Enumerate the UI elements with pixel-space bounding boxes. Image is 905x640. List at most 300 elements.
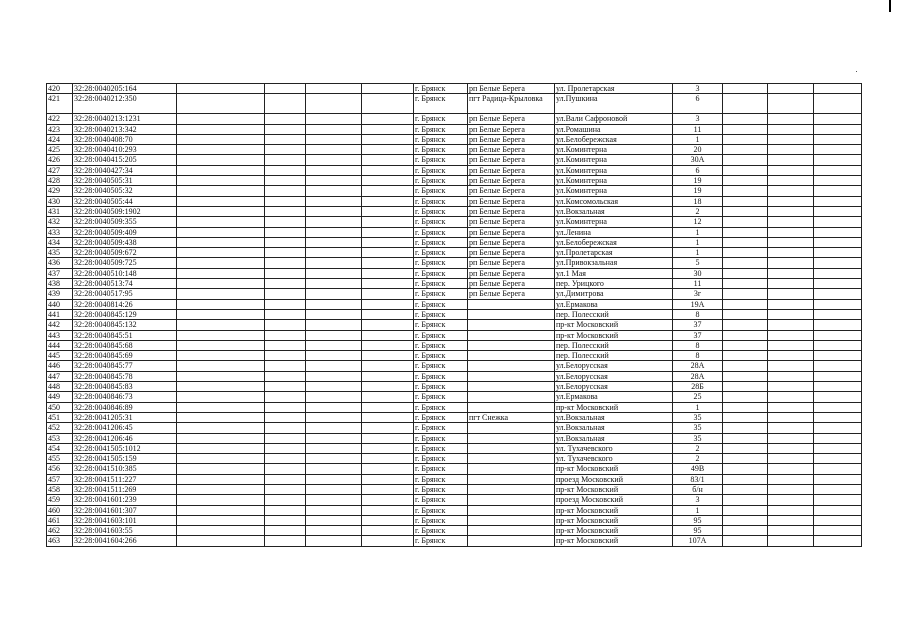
empty-cell: [177, 495, 265, 505]
empty-cell: [723, 309, 768, 319]
empty-cell: [362, 114, 414, 124]
empty-cell: [306, 289, 362, 299]
street-cell: ул.Коминтерна: [555, 145, 673, 155]
empty-cell: [306, 299, 362, 309]
table-row: [47, 340, 862, 350]
empty-cell: [306, 454, 362, 464]
empty-cell: [306, 165, 362, 175]
empty-cell: [723, 505, 768, 515]
empty-cell: [768, 330, 814, 340]
table-body: [47, 84, 862, 547]
empty-cell: [177, 382, 265, 392]
street-cell: ул.Привокзальная: [555, 258, 673, 268]
table-row: [47, 392, 862, 402]
empty-cell: [768, 94, 814, 114]
table-row: [47, 279, 862, 289]
empty-cell: [177, 371, 265, 381]
house-number-cell: 19А: [673, 299, 723, 309]
street-cell: пр-кт Московский: [555, 515, 673, 525]
empty-cell: [306, 258, 362, 268]
empty-cell: [177, 186, 265, 196]
house-number-cell: 37: [673, 320, 723, 330]
row-number-cell: 445: [47, 351, 73, 361]
house-number-cell: 37: [673, 330, 723, 340]
empty-cell: [768, 165, 814, 175]
table-row: [47, 237, 862, 247]
district-cell: рп Белые Берега: [468, 114, 555, 124]
empty-cell: [265, 258, 306, 268]
house-number-cell: 19: [673, 186, 723, 196]
empty-cell: [723, 412, 768, 422]
empty-cell: [362, 206, 414, 216]
city-cell: г. Брянск: [414, 258, 468, 268]
empty-cell: [265, 299, 306, 309]
district-cell: [468, 536, 555, 546]
street-cell: пр-кт Московский: [555, 402, 673, 412]
house-number-cell: 3: [673, 84, 723, 94]
city-cell: г. Брянск: [414, 536, 468, 546]
empty-cell: [814, 433, 862, 443]
house-number-cell: 2: [673, 206, 723, 216]
empty-cell: [723, 515, 768, 525]
city-cell: г. Брянск: [414, 320, 468, 330]
empty-cell: [723, 227, 768, 237]
empty-cell: [265, 320, 306, 330]
empty-cell: [362, 176, 414, 186]
empty-cell: [177, 320, 265, 330]
empty-cell: [265, 124, 306, 134]
empty-cell: [265, 340, 306, 350]
empty-cell: [723, 279, 768, 289]
empty-cell: [362, 227, 414, 237]
city-cell: г. Брянск: [414, 134, 468, 144]
empty-cell: [265, 474, 306, 484]
empty-cell: [723, 289, 768, 299]
cadastral-number-cell: 32:28:0040509:438: [73, 237, 177, 247]
empty-cell: [265, 392, 306, 402]
empty-cell: [362, 299, 414, 309]
house-number-cell: 8: [673, 309, 723, 319]
empty-cell: [265, 505, 306, 515]
house-number-cell: 12: [673, 217, 723, 227]
empty-cell: [362, 423, 414, 433]
empty-cell: [814, 412, 862, 422]
empty-cell: [768, 309, 814, 319]
house-number-cell: 28Б: [673, 382, 723, 392]
table-row: [47, 268, 862, 278]
cadastral-number-cell: 32:28:0040845:77: [73, 361, 177, 371]
table-row: [47, 114, 862, 124]
district-cell: [468, 484, 555, 494]
street-cell: проезд Московский: [555, 495, 673, 505]
district-cell: пгт Радица-Крыловка: [468, 94, 555, 114]
house-number-cell: 95: [673, 526, 723, 536]
empty-cell: [177, 155, 265, 165]
empty-cell: [265, 536, 306, 546]
cadastral-number-cell: 32:28:0040505:44: [73, 196, 177, 206]
empty-cell: [306, 206, 362, 216]
empty-cell: [814, 309, 862, 319]
street-cell: пр-кт Московский: [555, 464, 673, 474]
street-cell: ул.Ермакова: [555, 392, 673, 402]
house-number-cell: 19: [673, 176, 723, 186]
house-number-cell: 1: [673, 402, 723, 412]
empty-cell: [177, 536, 265, 546]
empty-cell: [723, 299, 768, 309]
district-cell: [468, 515, 555, 525]
empty-cell: [362, 515, 414, 525]
street-cell: пер. Урицкого: [555, 279, 673, 289]
empty-cell: [814, 196, 862, 206]
empty-cell: [362, 84, 414, 94]
empty-cell: [362, 186, 414, 196]
empty-cell: [265, 134, 306, 144]
empty-cell: [177, 289, 265, 299]
empty-cell: [723, 361, 768, 371]
empty-cell: [814, 258, 862, 268]
house-number-cell: 49В: [673, 464, 723, 474]
empty-cell: [768, 392, 814, 402]
empty-cell: [306, 412, 362, 422]
district-cell: [468, 371, 555, 381]
row-number-cell: 434: [47, 237, 73, 247]
row-number-cell: 432: [47, 217, 73, 227]
city-cell: г. Брянск: [414, 412, 468, 422]
row-number-cell: 438: [47, 279, 73, 289]
street-cell: пр-кт Московский: [555, 505, 673, 515]
empty-cell: [723, 176, 768, 186]
empty-cell: [723, 248, 768, 258]
empty-cell: [723, 474, 768, 484]
row-number-cell: 454: [47, 443, 73, 453]
empty-cell: [306, 248, 362, 258]
table-row: [47, 526, 862, 536]
empty-cell: [177, 515, 265, 525]
city-cell: г. Брянск: [414, 484, 468, 494]
empty-cell: [177, 484, 265, 494]
scan-dot: [856, 71, 857, 72]
empty-cell: [768, 382, 814, 392]
city-cell: г. Брянск: [414, 196, 468, 206]
empty-cell: [814, 515, 862, 525]
empty-cell: [768, 217, 814, 227]
table-row: [47, 145, 862, 155]
empty-cell: [306, 371, 362, 381]
empty-cell: [814, 165, 862, 175]
empty-cell: [265, 526, 306, 536]
empty-cell: [723, 186, 768, 196]
empty-cell: [177, 464, 265, 474]
house-number-cell: 30: [673, 268, 723, 278]
row-number-cell: 421: [47, 94, 73, 114]
district-cell: рп Белые Берега: [468, 196, 555, 206]
empty-cell: [814, 124, 862, 134]
cadastral-number-cell: 32:28:0041603:101: [73, 515, 177, 525]
district-cell: [468, 495, 555, 505]
table-row: [47, 227, 862, 237]
district-cell: рп Белые Берега: [468, 279, 555, 289]
city-cell: г. Брянск: [414, 454, 468, 464]
empty-cell: [362, 454, 414, 464]
empty-cell: [306, 382, 362, 392]
empty-cell: [768, 371, 814, 381]
house-number-cell: 2: [673, 454, 723, 464]
empty-cell: [723, 526, 768, 536]
cadastral-number-cell: 32:28:0040205:164: [73, 84, 177, 94]
row-number-cell: 423: [47, 124, 73, 134]
street-cell: ул.Белорусская: [555, 361, 673, 371]
empty-cell: [306, 134, 362, 144]
house-number-cell: 30А: [673, 155, 723, 165]
empty-cell: [362, 279, 414, 289]
city-cell: г. Брянск: [414, 279, 468, 289]
street-cell: ул.Белорусская: [555, 371, 673, 381]
empty-cell: [306, 124, 362, 134]
street-cell: ул.Коминтерна: [555, 165, 673, 175]
empty-cell: [306, 196, 362, 206]
house-number-cell: 1: [673, 505, 723, 515]
district-cell: рп Белые Берега: [468, 165, 555, 175]
row-number-cell: 441: [47, 309, 73, 319]
empty-cell: [177, 340, 265, 350]
empty-cell: [814, 320, 862, 330]
row-number-cell: 430: [47, 196, 73, 206]
empty-cell: [814, 227, 862, 237]
district-cell: [468, 340, 555, 350]
empty-cell: [723, 124, 768, 134]
district-cell: рп Белые Берега: [468, 155, 555, 165]
empty-cell: [177, 84, 265, 94]
cadastral-number-cell: 32:28:0041206:45: [73, 423, 177, 433]
street-cell: ул.Пушкина: [555, 94, 673, 114]
street-cell: ул.Вали Сафроновой: [555, 114, 673, 124]
table-row: [47, 474, 862, 484]
empty-cell: [362, 464, 414, 474]
empty-cell: [306, 155, 362, 165]
empty-cell: [177, 237, 265, 247]
table-row: [47, 361, 862, 371]
empty-cell: [177, 124, 265, 134]
empty-cell: [177, 217, 265, 227]
empty-cell: [723, 454, 768, 464]
empty-cell: [723, 237, 768, 247]
cadastral-number-cell: 32:28:0040505:31: [73, 176, 177, 186]
empty-cell: [265, 145, 306, 155]
row-number-cell: 439: [47, 289, 73, 299]
empty-cell: [768, 443, 814, 453]
empty-cell: [723, 351, 768, 361]
cadastral-number-cell: 32:28:0041601:239: [73, 495, 177, 505]
house-number-cell: 8: [673, 351, 723, 361]
empty-cell: [265, 196, 306, 206]
city-cell: г. Брянск: [414, 289, 468, 299]
empty-cell: [362, 155, 414, 165]
street-cell: ул.Коминтерна: [555, 176, 673, 186]
row-number-cell: 455: [47, 454, 73, 464]
empty-cell: [265, 330, 306, 340]
empty-cell: [723, 330, 768, 340]
empty-cell: [177, 309, 265, 319]
street-cell: ул.Вокзальная: [555, 433, 673, 443]
empty-cell: [362, 495, 414, 505]
empty-cell: [362, 361, 414, 371]
district-cell: рп Белые Берега: [468, 186, 555, 196]
street-cell: ул. Тухачевского: [555, 443, 673, 453]
street-cell: ул.Вокзальная: [555, 412, 673, 422]
row-number-cell: 443: [47, 330, 73, 340]
row-number-cell: 446: [47, 361, 73, 371]
empty-cell: [265, 248, 306, 258]
empty-cell: [177, 351, 265, 361]
empty-cell: [723, 340, 768, 350]
empty-cell: [768, 423, 814, 433]
empty-cell: [814, 423, 862, 433]
empty-cell: [265, 186, 306, 196]
empty-cell: [768, 340, 814, 350]
city-cell: г. Брянск: [414, 309, 468, 319]
street-cell: ул.Коминтерна: [555, 217, 673, 227]
empty-cell: [265, 206, 306, 216]
row-number-cell: 426: [47, 155, 73, 165]
city-cell: г. Брянск: [414, 237, 468, 247]
empty-cell: [177, 268, 265, 278]
empty-cell: [814, 145, 862, 155]
street-cell: пр-кт Московский: [555, 330, 673, 340]
city-cell: г. Брянск: [414, 382, 468, 392]
city-cell: г. Брянск: [414, 186, 468, 196]
table-row: [47, 412, 862, 422]
house-number-cell: 35: [673, 412, 723, 422]
empty-cell: [306, 526, 362, 536]
city-cell: г. Брянск: [414, 340, 468, 350]
empty-cell: [306, 392, 362, 402]
empty-cell: [177, 165, 265, 175]
empty-cell: [723, 165, 768, 175]
street-cell: пер. Полесский: [555, 309, 673, 319]
district-cell: рп Белые Берега: [468, 258, 555, 268]
street-cell: ул. Пролетарская: [555, 84, 673, 94]
street-cell: пр-кт Московский: [555, 526, 673, 536]
empty-cell: [768, 134, 814, 144]
empty-cell: [362, 330, 414, 340]
house-number-cell: 28А: [673, 361, 723, 371]
empty-cell: [814, 402, 862, 412]
street-cell: ул.Белобережская: [555, 134, 673, 144]
empty-cell: [814, 114, 862, 124]
house-number-cell: 35: [673, 423, 723, 433]
empty-cell: [362, 134, 414, 144]
street-cell: ул.Коминтерна: [555, 155, 673, 165]
empty-cell: [768, 84, 814, 94]
house-number-cell: 1: [673, 248, 723, 258]
table-row: [47, 186, 862, 196]
empty-cell: [814, 392, 862, 402]
empty-cell: [306, 145, 362, 155]
street-cell: ул.Белобережская: [555, 237, 673, 247]
table-row: [47, 464, 862, 474]
empty-cell: [814, 94, 862, 114]
empty-cell: [362, 165, 414, 175]
empty-cell: [768, 536, 814, 546]
city-cell: г. Брянск: [414, 155, 468, 165]
empty-cell: [768, 433, 814, 443]
empty-cell: [814, 443, 862, 453]
house-number-cell: 95: [673, 515, 723, 525]
empty-cell: [306, 84, 362, 94]
empty-cell: [768, 248, 814, 258]
cadastral-number-cell: 32:28:0040415:205: [73, 155, 177, 165]
empty-cell: [814, 299, 862, 309]
row-number-cell: 437: [47, 268, 73, 278]
empty-cell: [814, 279, 862, 289]
empty-cell: [306, 495, 362, 505]
house-number-cell: 35: [673, 433, 723, 443]
empty-cell: [265, 402, 306, 412]
empty-cell: [306, 443, 362, 453]
city-cell: г. Брянск: [414, 371, 468, 381]
row-number-cell: 460: [47, 505, 73, 515]
empty-cell: [306, 515, 362, 525]
empty-cell: [306, 279, 362, 289]
district-cell: [468, 309, 555, 319]
row-number-cell: 424: [47, 134, 73, 144]
house-number-cell: 25: [673, 392, 723, 402]
empty-cell: [814, 536, 862, 546]
house-number-cell: 20: [673, 145, 723, 155]
street-cell: ул.Ермакова: [555, 299, 673, 309]
empty-cell: [768, 454, 814, 464]
empty-cell: [362, 443, 414, 453]
cadastral-number-cell: 32:28:0040212:350: [73, 94, 177, 114]
house-number-cell: 18: [673, 196, 723, 206]
city-cell: г. Брянск: [414, 217, 468, 227]
cadastral-number-cell: 32:28:0040410:293: [73, 145, 177, 155]
row-number-cell: 442: [47, 320, 73, 330]
house-number-cell: 11: [673, 279, 723, 289]
empty-cell: [768, 351, 814, 361]
table-row: [47, 206, 862, 216]
district-cell: рп Белые Берега: [468, 176, 555, 186]
empty-cell: [814, 217, 862, 227]
empty-cell: [177, 402, 265, 412]
empty-cell: [362, 340, 414, 350]
cadastral-number-cell: 32:28:0041601:307: [73, 505, 177, 515]
table-row: [47, 330, 862, 340]
empty-cell: [265, 361, 306, 371]
district-cell: [468, 382, 555, 392]
empty-cell: [265, 309, 306, 319]
row-number-cell: 425: [47, 145, 73, 155]
table-row: [47, 423, 862, 433]
empty-cell: [723, 196, 768, 206]
cadastral-number-cell: 32:28:0041603:55: [73, 526, 177, 536]
empty-cell: [362, 371, 414, 381]
city-cell: г. Брянск: [414, 515, 468, 525]
empty-cell: [306, 309, 362, 319]
table-row: [47, 443, 862, 453]
cadastral-number-cell: 32:28:0040509:1902: [73, 206, 177, 216]
empty-cell: [768, 412, 814, 422]
empty-cell: [306, 361, 362, 371]
empty-cell: [306, 94, 362, 114]
empty-cell: [768, 464, 814, 474]
empty-cell: [306, 237, 362, 247]
empty-cell: [814, 526, 862, 536]
table-row: [47, 351, 862, 361]
street-cell: пер. Полесский: [555, 340, 673, 350]
city-cell: г. Брянск: [414, 495, 468, 505]
empty-cell: [768, 515, 814, 525]
